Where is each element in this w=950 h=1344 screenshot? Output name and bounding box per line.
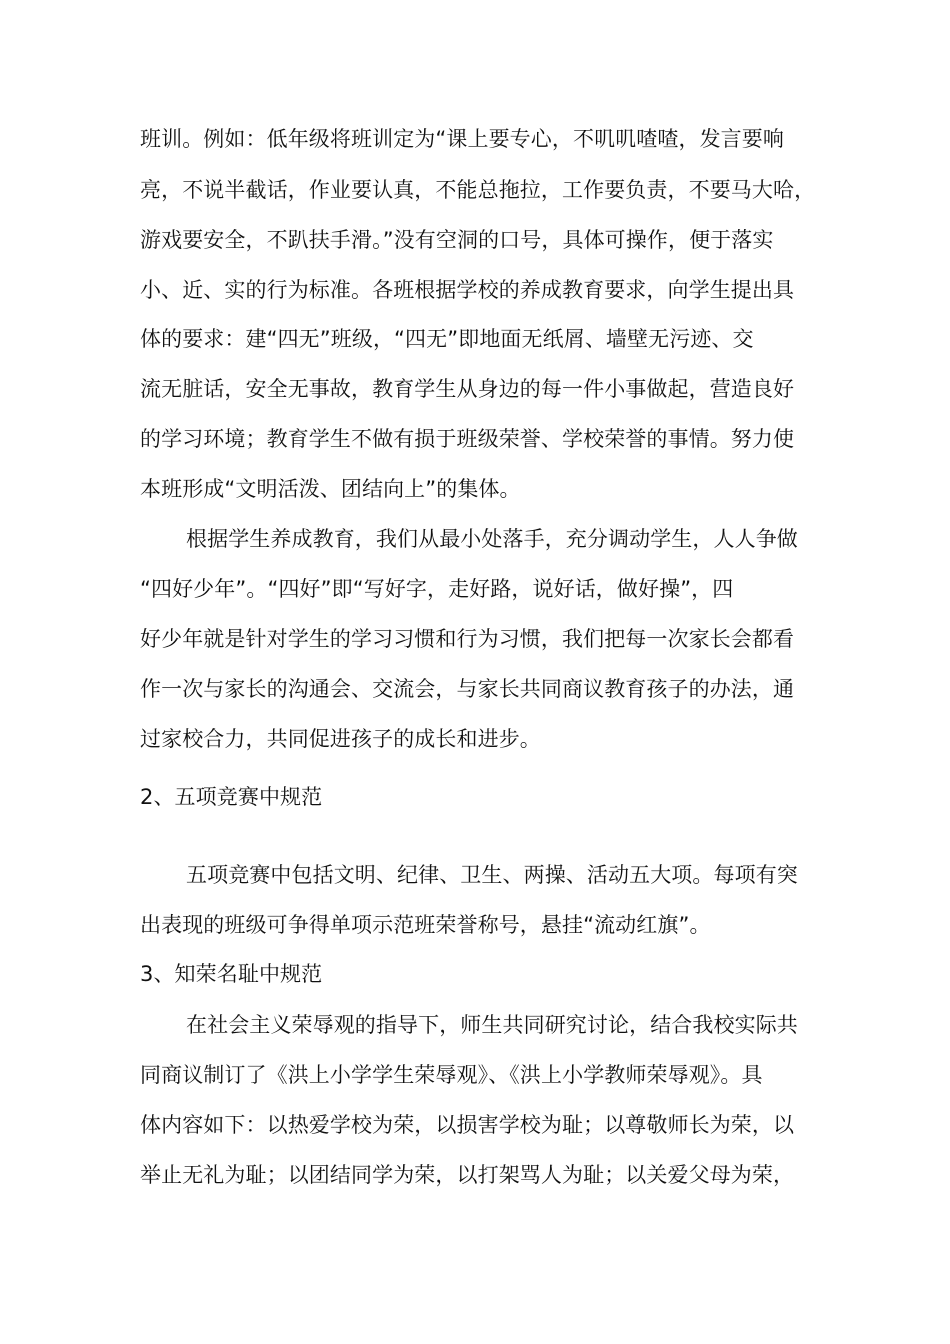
text-line: 举止无礼为耻；以团结同学为荣，以打架骂人为耻；以关爱父母为荣， — [140, 1163, 795, 1187]
paragraph-first-line: 五项竞赛中包括文明、纪律、卫生、两操、活动五大项。每项有突 — [186, 863, 798, 887]
paragraph-first-line: 在社会主义荣辱观的指导下，师生共同研究讨论，结合我校实际共 — [186, 1013, 798, 1037]
paragraph-first-line: 根据学生养成教育，我们从最小处落手，充分调动学生，人人争做 — [186, 527, 798, 551]
text-line: 游戏要安全，不趴扶手滑。”没有空洞的口号，具体可操作，便于落实 — [140, 228, 774, 252]
text-line: 流无脏话，安全无事故，教育学生从身边的每一件小事做起，营造良好 — [140, 377, 795, 401]
text-line: 体的要求：建“四无”班级，“四无”即地面无纸屑、墙壁无污迹、交 — [140, 327, 754, 351]
text-line: 体内容如下：以热爱学校为荣，以损害学校为耻；以尊敬师长为荣，以 — [140, 1113, 795, 1137]
text-line: 过家校合力，共同促进孩子的成长和进步。 — [140, 727, 541, 751]
text-line: 班训。例如：低年级将班训定为“课上要专心，不叽叽喳喳，发言要响 — [140, 127, 784, 151]
section-heading: 2、五项竞赛中规范 — [140, 785, 323, 809]
text-line: 作一次与家长的沟通会、交流会，与家长共同商议教育孩子的办法，通 — [140, 677, 795, 701]
text-line: 同商议制订了《洪上小学学生荣辱观》、《洪上小学教师荣辱观》。具 — [140, 1063, 763, 1087]
section-heading: 3、知荣名耻中规范 — [140, 962, 323, 986]
text-line: 小、近、实的行为标准。各班根据学校的养成教育要求，向学生提出具 — [140, 278, 795, 302]
text-line: 好少年就是针对学生的学习习惯和行为习惯，我们把每一次家长会都看 — [140, 627, 795, 651]
text-line: 出表现的班级可争得单项示范班荣誉称号，悬挂“流动红旗”。 — [140, 913, 711, 937]
text-line: “四好少年”。“四好”即“写好字，走好路，说好话，做好操”，四 — [140, 577, 734, 601]
text-line: 亮，不说半截话，作业要认真，不能总拖拉，工作要负责，不要马大哈， — [140, 178, 816, 202]
text-line: 的学习环境；教育学生不做有损于班级荣誉、学校荣誉的事情。努力使 — [140, 427, 795, 451]
text-line: 本班形成“文明活泼、团结向上”的集体。 — [140, 477, 521, 501]
